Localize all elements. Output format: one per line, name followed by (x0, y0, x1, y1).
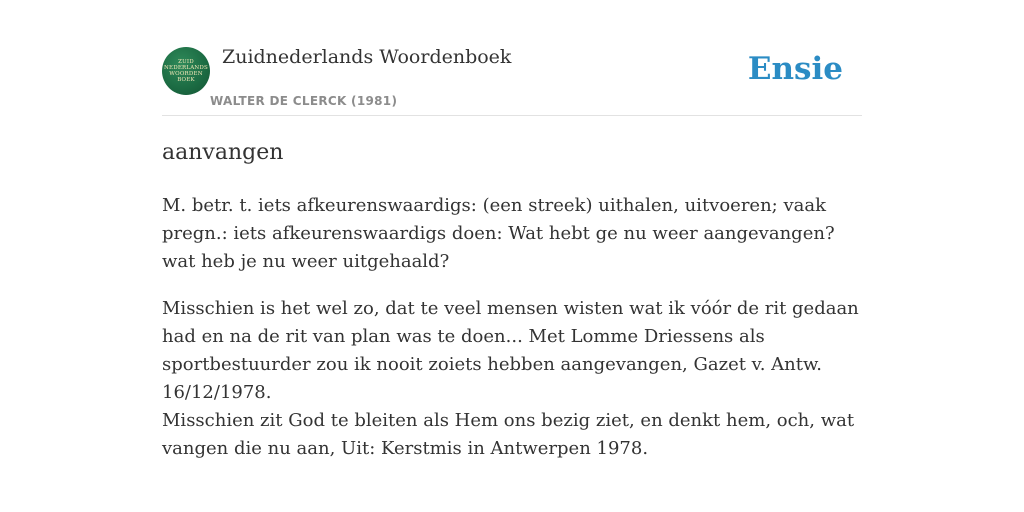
logo-line-4: BOEK (177, 77, 195, 83)
entry-example-2: Misschien zit God te bleiten als Hem ons bezig ziet, en denkt hem, och, wat vangen die nu aan, Uit: Kerstmis in Antwerpen 1978. (162, 410, 855, 459)
entry-definition: M. betr. t. iets afkeurenswaardigs: (een streek) uithalen, uitvoeren; vaak pregn.: iets afkeurenswaardigs doen: Wat hebt ge nu weer aangevangen? wat heb je nu weer uitgehaald? (162, 195, 835, 272)
dictionary-title-link[interactable]: Zuidnederlands Woordenboek (222, 46, 512, 68)
dictionary-author: WALTER DE CLERCK (1981) (210, 94, 398, 108)
page-container (162, 0, 862, 459)
entry-example-1: Misschien is het wel zo, dat te veel mensen wisten wat ik vóór de rit gedaan had en na de rit van plan was te doen... Met Lomme Driessens als sportbestuurder zou ik nooit zoiets hebben aangevangen, Gazet v. Antw. 16/12/1978. (162, 298, 859, 403)
logo-line-2: NEDERLANDS (163, 65, 208, 71)
dictionary-logo[interactable] (162, 47, 210, 95)
entry-headword: aanvangen (162, 140, 284, 165)
logo-line-3: WOORDEN (169, 71, 203, 77)
ensie-brand-logo[interactable]: Ensie (747, 51, 843, 87)
logo-line-1: ZUID (178, 59, 194, 65)
dictionary-header (162, 0, 862, 116)
